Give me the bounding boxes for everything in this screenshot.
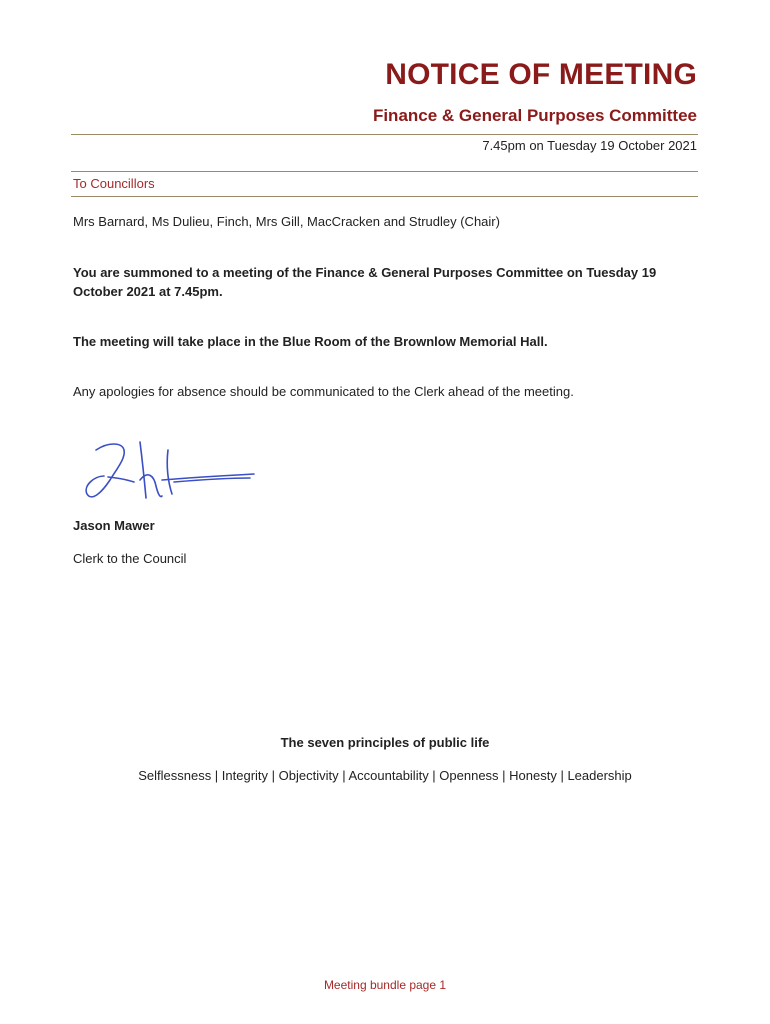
principles-list: Selflessness | Integrity | Objectivity | Accountability | Openness | Honesty | Leadership xyxy=(138,768,632,783)
apologies-text: Any apologies for absence should be communicated to the Clerk ahead of the meeting. xyxy=(73,384,574,399)
header-divider xyxy=(71,134,698,135)
recipients-top-divider xyxy=(71,171,698,172)
councillor-names: Mrs Barnard, Ms Dulieu, Finch, Mrs Gill, MacCracken and Strudley (Chair) xyxy=(73,214,500,229)
page-footer: Meeting bundle page 1 xyxy=(323,978,447,992)
venue-text: The meeting will take place in the Blue Room of the Brownlow Memorial Hall. xyxy=(73,334,548,349)
summons-text: You are summoned to a meeting of the Finance & General Purposes Committee on Tuesday 19 October 2021 at 7.45pm. xyxy=(73,265,657,299)
meeting-datetime: 7.45pm on Tuesday 19 October 2021 xyxy=(482,138,697,153)
recipients-label: To Councillors xyxy=(73,176,155,191)
recipients-bottom-divider xyxy=(71,196,698,197)
handwritten-signature xyxy=(82,436,258,506)
principles-heading: The seven principles of public life xyxy=(280,735,490,750)
committee-name: Finance & General Purposes Committee xyxy=(372,106,697,125)
signatory-role: Clerk to the Council xyxy=(73,551,187,566)
signatory-name: Jason Mawer xyxy=(73,518,155,533)
notice-title: NOTICE OF MEETING xyxy=(385,58,697,91)
